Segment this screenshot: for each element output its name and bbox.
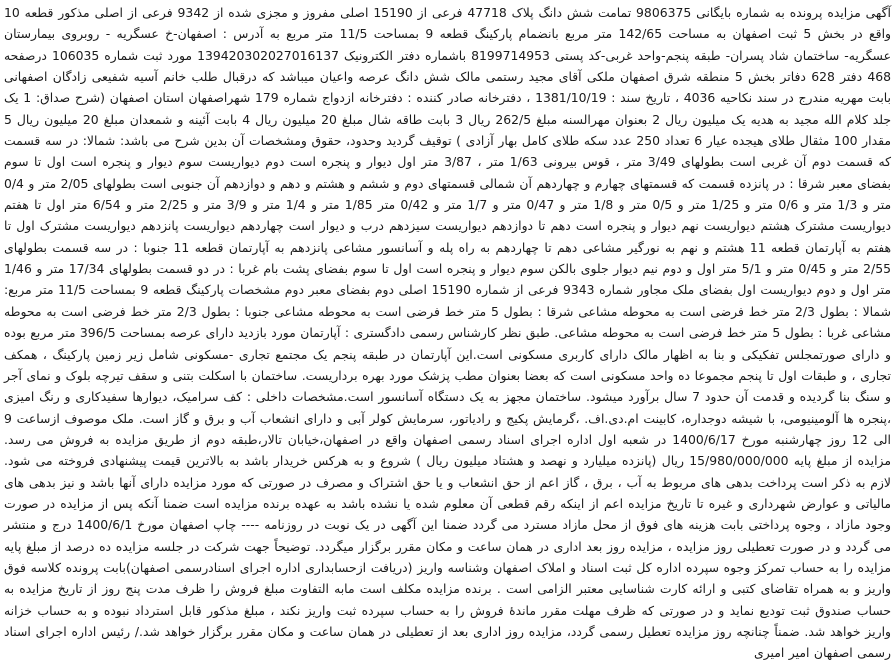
auction-notice-text: آگهی مزایده پرونده به شماره بایگانی 9806375 تمامت شش دانگ پلاک 47718 فرعی از 15190 اصلی مفروز و مجزی شده از 9342 فرعی از اصلی مذکور قطعه 10 واقع در بخش 5 ثبت اصفهان به مساحت 142/65 متر مربع بانضمام پارکینگ قطعه 9 بمساحت 11/5 متر مربع به آدرس : اصفهان-خ عسگریه - روبروی بیمارستان عسگریه- ساختمان شاد پسران- طبقه پنجم-واحد غربی-کد پستی 8199714953 باشماره دفتر الکترونیک 139420302027016137 مورد ثبت شماره 106035 درصفحه 468 دفتر 628 دفاتر بخش 5 منطقه شرق اصفهان ملکی آقای مجید رستمی مالک شش دانگ عرصه واعیان میباشد که درقبال طلب خانم آسیه شفیعی زادگان اصفهانی بابت مهریه مندرج در سند نکاحیه 4036 ، تاریخ سند : 1381/10/19 ، دفترخانه صادر کننده : دفترخانه ازدواج شماره 179 شهراصفهان استان اصفهان (شرح صداق: 1 یک جلد کلام الله مجید به هدیه یک میلیون ریال 2 بعنوان مهرالسنه مبلغ 262/5 ریال 3 بابت طاقه شال مبلغ 20 میلیون ریال 4 بابت آئینه و شمعدان مبلغ 20 میلیون ریال 5 مقدار 100 مثقال طلای هیجده عیار 6 تعداد 250 عدد سکه طلای کامل بهار آزادی ) توقیف گردید وحدود، حقوق ومشخصات آن بدین شرح می باشد: شمالا: در سه قسمت که قسمت دوم آن غربی است بطولهای 3/49 متر ، قوس بیرونی 1/63 متر ، 3/87 متر اول دیوار و پنجره است دوم دیواریست سوم دیوار و پنجره است اول تا سوم بفضای معبر شرقا : در پانزده قسمت که قسمتهای چهارم و چهاردهم آن شمالی قسمتهای دوم و ششم و هشتم و دهم و دوازدهم آن جنوبی است بطولهای 2/05 متر و 0/4 متر و 1/3 متر و 0/6 متر و 1/25 متر و 0/5 متر و 1/8 متر و 0/47 متر و 1/7 متر و 0/42 متر 1/85 متر و 1/4 متر و 3/9 متر و 2/25 متر و 6/54 متر اول تا هفتم دیواریست مشترک هشتم دیواریست نهم دیوار و پنجره است دهم تا دوازدهم دیواریست سیزدهم درب و دیوار است چهاردهم دیواریست پانزدهم دیواریست مشترک اول تا هفتم به آپارتمان قطعه 11 هشتم و نهم به نورگیر مشاعی دهم تا چهاردهم به راه پله و آسانسور مشاعی پانزدهم به آپارتمان قطعه 11 جنوبا : در سه قسمت بطولهای 2/55 متر و 0/45 متر و 5/1 متر اول و دوم نیم دیوار جلوی بالکن سوم دیوار و پنجره است اول تا سوم بفضای پشت بام غربا : در دو قسمت بطولهای 17/34 متر و 1/46 متر اول و دوم دیواریست اول بفضای ملک مجاور شماره 9343 فرعی از شماره 15190 اصلی دوم بفضای معبر دوم مشخصات پارکینگ قطعه 9 بمساحت 11/5 متر مربع: شمالا : بطول 2/3 متر خط فرضی است به محوطه مشاعی شرقا : بطول 5 متر خط فرضی است به محوطه مشاعی جنوبا : بطول 2/3 متر خط فرضی است به محوطه مشاعی غربا : بطول 5 متر خط فرضی است به محوطه مشاعی. طبق نظر کارشناس رسمی دادگستری : آپارتمان مورد بازدید دارای عرصه بمساحت 396/5 متر مربع بوده و دارای صورتمجلس تفکیکی و بنا به اظهار مالک دارای کاربری مسکونی است.این آپارتمان در طبقه پنجم یک مجتمع تجاری -مسکونی شامل زیر زمین پارکینگ ، همکف تجاری ، و طبقات اول تا پنجم مجموعا ده واحد مسکونی است که بعضا بعنوان مطب پزشک مورد بهره برداریست. ساختمان با اسکلت بتنی و سقف تیرچه بلوک و نمای آجر و سنگ بنا گردیده و قدمت آن حدود 7 سال برآورد میشود. ساختمان مجهز به یک دستگاه آسانسور است.مشخصات داخلی : کف سرامیک، دیوارها سفیدکاری و رنگ امیزی ،پنجره ها آلومینیومی، با شیشه دوجداره، کابینت ام.دی.اف. ،گرمایش پکیج و رادیاتور، سرمایش کولر آبی و دارای انشعاب آب و برق و گاز است. ملک موصوف ازساعت 9 الی 12 روز چهارشنبه مورخ 1400/6/17 در شعبه اول اداره اجرای اسناد رسمی اصفهان واقع در اصفهان،خیابان تالار،طبقه دوم از طریق مزایده به فروش می رسد. مزایده از مبلغ پایه 15/980/000/000 ریال (پانزده میلیارد و نهصد و هشتاد میلیون ریال ) شروع و به هرکس خریدار باشد به بالاترین قیمت پیشنهادی فروخته می شود. لازم به ذکر است پرداخت بدهی های مربوط به آب ، برق ، گاز اعم از حق انشعاب و یا حق اشتراک و مصرف در صورتی که مورد مزایده دارای آنها باشد و نیز بدهی های مالیاتی و عوارض شهرداری و غیره تا تاریخ مزایده اعم از اینکه رقم قطعی آن معلوم شده یا نشده باشد به عهده برنده مزایده است ضمنا آنکه پس از مزایده در صورت وجود مازاد ، وجوه پرداختی بابت هزینه های فوق از محل مازاد مسترد می گردد ضمنا این آگهی در یک نوبت در روزنامه ---- چاپ اصفهان مورخ 1400/6/1 درج و منتشر می گردد و در صورت تعطیلی روز مزایده ، مزایده روز بعد اداری در همان ساعت و مکان مقرر برگزار میگردد. توضیحاً جهت شرکت در جلسه مزایده ده درصد از مبلغ پایه مزایده را به حساب تمرکز وجوه سپرده اداره کل ثبت اسناد و املاک اصفهان وشناسه واریز (دریافت ازحسابداری اداره اجرای اسنادرسمی اصفهان)بابت پرونده کلاسه فوق واریز و به همراه تقاضای کتبی و ارائه کارت شناسایی معتبر الزامی است . برنده مزایده مکلف است مابه التفاوت مبلغ فروش را ظرف مدت پنج روز از تاریخ مزایده به حساب صندوق ثبت تودیع نماید و در صورتی که ظرف مهلت مقرر ماندهٔ فروش را به حساب سپرده ثبت واریز نکند ، مبلغ مذکور قابل استرداد نبوده و به حساب خزانه واریز خواهد شد. ضمناً چنانچه روز مزایده تعطیل رسمی گردد، مزایده روز اداری بعد از تعطیلی در همان ساعت و مکان مقرر برگزار خواهد شد./ رئیس اداره اجرای اسناد رسمی اصفهان امیر امیری — [4, 5, 892, 661]
